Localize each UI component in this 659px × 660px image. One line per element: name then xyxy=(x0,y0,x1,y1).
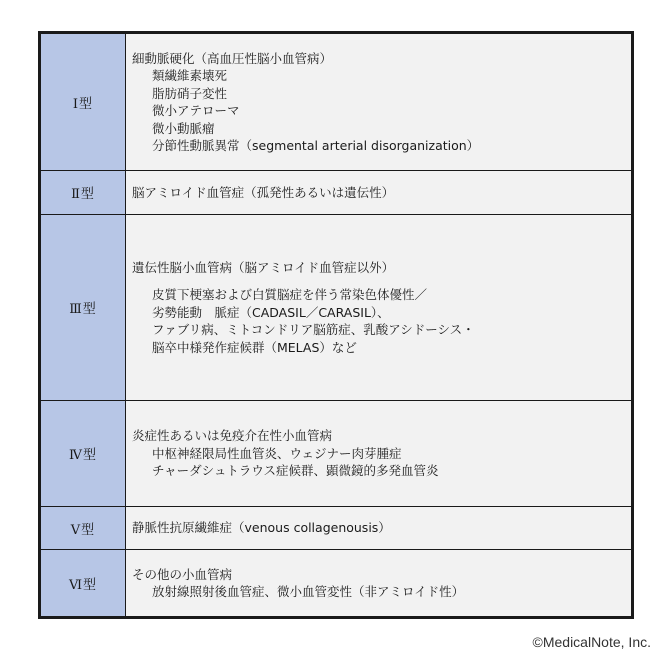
type-label: Ⅱ型 xyxy=(40,171,126,215)
description-title: 脳アミロイド血管症（孤発性あるいは遺伝性） xyxy=(132,184,395,200)
description-item: 皮質下梗塞および白質脳症を伴う常染色体優性／ xyxy=(152,287,428,303)
description-item: ファブリ病、ミトコンドリア脳筋症、乳酸アシドーシス・ xyxy=(152,322,475,338)
table-row xyxy=(40,507,633,550)
type-label: Ⅳ型 xyxy=(40,401,126,507)
type-label: Ⅵ型 xyxy=(40,550,126,618)
description-item: 中枢神経限局性血管炎、ウェジナー肉芽腫症 xyxy=(152,445,402,461)
description-item: 劣勢能動 脈症（CADASIL／CARASIL）、 xyxy=(152,304,390,320)
type-label: Ⅴ型 xyxy=(40,507,126,550)
description-item: チャーダシュトラウス症候群、顕微鏡的多発血管炎 xyxy=(152,463,439,479)
description-item: 脳卒中様発作症候群（MELAS）など xyxy=(152,339,357,355)
description-cell xyxy=(126,33,633,171)
table-row xyxy=(40,171,633,215)
description-cell xyxy=(126,401,633,507)
table-row xyxy=(40,550,633,618)
description-title: 静脈性抗原繊維症（venous collagenousis） xyxy=(132,520,391,536)
description-title: 遺伝性脳小血管病（脳アミロイド血管症以外） xyxy=(132,259,395,275)
table-row xyxy=(40,401,633,507)
description-cell xyxy=(126,215,633,401)
description-item: 放射線照射後血管症、微小血管変性（非アミロイド性） xyxy=(152,584,465,599)
description-item: 分節性動脈異常（segmental arterial disorganization） xyxy=(152,138,480,153)
description-item: 脂肪硝子変性 xyxy=(152,85,228,101)
classification-table xyxy=(38,31,634,619)
description-item: 微小アテローマ xyxy=(152,103,240,118)
table-row xyxy=(40,215,633,401)
description-item: 微小動脈瘤 xyxy=(152,120,215,136)
description-cell xyxy=(126,507,633,550)
description-title: 炎症性あるいは免疫介在性小血管病 xyxy=(132,428,333,444)
type-label: Ⅰ型 xyxy=(40,33,126,171)
description-cell xyxy=(126,171,633,215)
description-title: その他の小血管病 xyxy=(132,566,233,582)
type-label: Ⅲ型 xyxy=(40,215,126,401)
copyright-notice: ©MedicalNote, Inc. xyxy=(532,634,651,650)
description-item: 類繊維素壊死 xyxy=(152,68,228,83)
description-cell xyxy=(126,550,633,618)
description-title: 細動脈硬化（高血圧性脳小血管病） xyxy=(132,50,333,66)
table-row xyxy=(40,33,633,171)
